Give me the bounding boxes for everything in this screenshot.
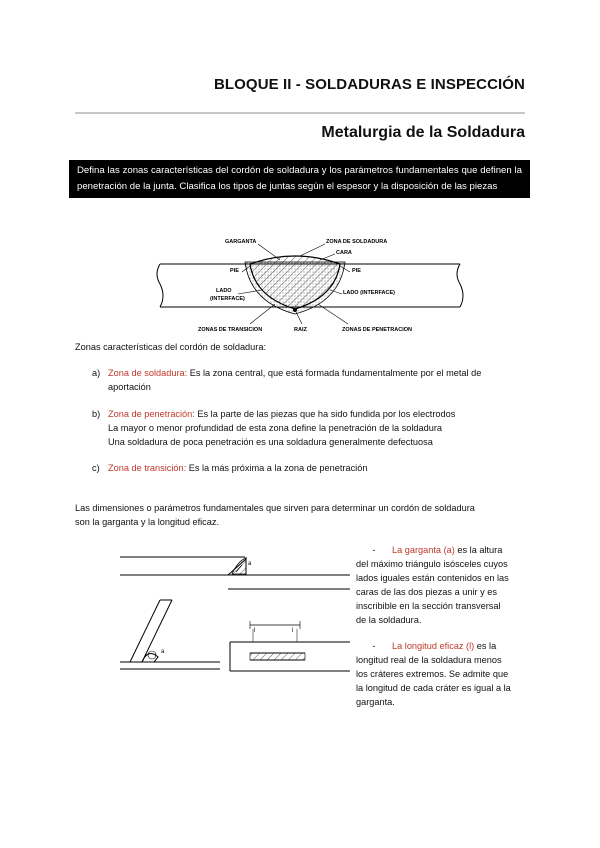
zone-item-b: Zona de penetración: Es la parte de las piezas que ha sido fundida por los electrodos La mayor o menor profundidad de esta zona define la penetración de la soldadura Una soldadura de poca penetración es una soldadura generalmente defectuosa [108,409,456,447]
label-zonas-penetracion: ZONAS DE PENETRACION [342,327,412,333]
label-l-left: l [254,628,256,634]
term-zona-penetracion: Zona de penetración: [108,409,195,419]
svg-text:a: a [248,561,252,567]
label-zonas-transicion: ZONAS DE TRANSICION [198,327,263,333]
label-interface-left: (INTERFACE) [210,296,245,302]
header-divider [75,112,525,114]
label-pie-right: PIE [352,268,361,274]
throat-length-diagram [120,545,350,695]
lap-joint [120,557,350,589]
label-lado-right: LADO (INTERFACE) [343,290,395,296]
block-title: BLOQUE II - SOLDADURAS E INSPECCIÓN [213,76,525,93]
zone-item-c: Zona de transición: Es la más próxima a la zona de penetración [108,463,368,473]
section-title: Metalurgia de la Soldadura [321,124,525,141]
term-garganta: La garganta (a) [392,545,455,555]
tee-joint [120,600,220,669]
zones-intro: Zonas características del cordón de soldadura: [75,342,266,352]
definition-garganta: - La garganta (a) es la altura del máximo triángulo isósceles cuyos lados iguales están contenidos en las caras de las dos piezas a unir y es inscribible en la sección transversal de la soldadura. [356,545,509,625]
effective-length-view [230,621,350,671]
label-garganta: GARGANTA [225,239,257,245]
weld-zones-diagram [150,232,470,336]
label-pie-left: PIE [230,268,239,274]
list-letter-a: a) [92,368,101,378]
label-l-right: l [292,628,294,634]
label-raiz: RAIZ [294,327,307,333]
bullet-dash: - [372,641,376,651]
question-box: Defina las zonas características del cordón de soldadura y los parámetros fundamentales que definen la penetración de la junta. Clasifica los tipos de juntas según el espesor y la disposición de las piezas [69,160,530,198]
fillet-weld-symbol-2 [148,649,165,659]
term-zona-transicion: Zona de transición: [108,463,187,473]
list-letter-b: b) [92,409,101,419]
term-zona-soldadura: Zona de soldadura: [108,368,188,378]
label-zona-soldadura: ZONA DE SOLDADURA [326,239,388,245]
dimensions-paragraph: Las dimensiones o parámetros fundamentales que sirven para determinar un cordón de soldadura son la garganta y la longitud eficaz. [75,503,475,527]
definition-longitud: - La longitud eficaz (l) es la longitud real de la soldadura menos los cráteres extremos. Se admite que la longitud de cada cráter es igual a la garganta. [356,641,511,707]
label-lado-left: LADO [216,288,232,294]
root-point [293,308,297,312]
label-cara: CARA [336,250,352,256]
bullet-dash: - [372,545,376,555]
weld-bead [250,256,340,309]
zone-item-a: Zona de soldadura: Es la zona central, que está formada fundamentalmente por el metal de aportación [108,368,482,392]
term-longitud-eficaz: La longitud eficaz (l) [392,641,475,651]
svg-text:a: a [161,649,165,655]
list-letter-c: c) [92,463,100,473]
